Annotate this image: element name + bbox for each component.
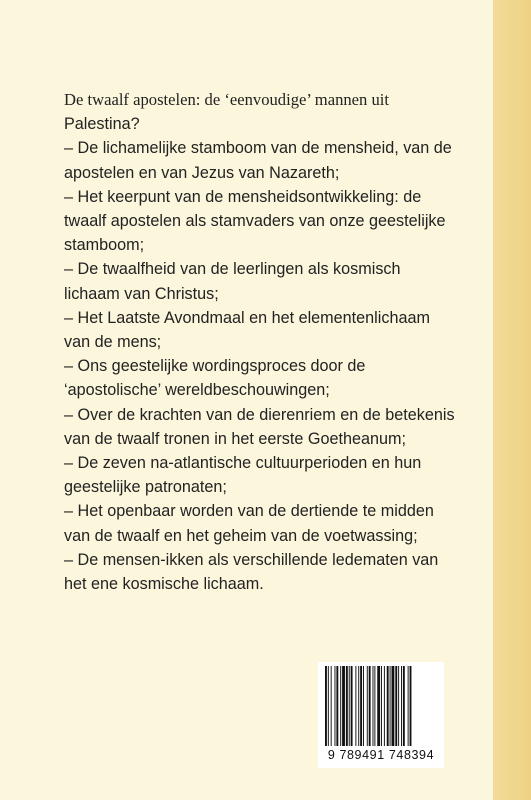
blurb-line: – De zeven na-atlantische cultuurperioden en hun (64, 454, 422, 473)
barcode-bar (349, 666, 350, 746)
blurb-line: – Het Laatste Avondmaal en het elementenlichaam (64, 308, 430, 327)
blurb-line: – De twaalfheid van de leerlingen als kosmisch (64, 260, 401, 279)
blurb-line: van de twaalf en het geheim van de voetwassing; (64, 526, 418, 545)
barcode-bar (387, 666, 389, 746)
barcode-bar (392, 666, 395, 746)
barcode-bar (335, 666, 336, 746)
barcode-bar (346, 666, 348, 746)
cover-edge-band (493, 0, 531, 800)
blurb-line: – De lichamelijke stamboom van de mensheid, van de (64, 139, 452, 158)
blurb-line: – Over de krachten van de dierenriem en de betekenis (64, 405, 455, 424)
barcode-bar (336, 666, 338, 746)
blurb-line: De twaalf apostelen: de ‘eenvoudige’ mannen uit (64, 90, 389, 109)
barcode-bar (395, 666, 397, 746)
barcode-bar (403, 666, 405, 746)
barcode-bar (384, 666, 385, 746)
barcode-bar (367, 666, 368, 746)
barcode-bar (363, 666, 364, 746)
barcode-bar (351, 666, 353, 746)
barcode-bar (377, 666, 380, 746)
barcode-bar (390, 666, 391, 746)
barcode-bar (381, 666, 382, 746)
barcode-bar (360, 666, 362, 746)
blurb-line: stamboom; (64, 236, 145, 255)
back-cover-blurb (64, 88, 464, 596)
blurb-line: ‘apostolische’ wereldbeschouwingen; (64, 381, 330, 400)
barcode-bar (369, 666, 371, 746)
blurb-line: – Het keerpunt van de mensheidsontwikkeling: de (64, 187, 422, 206)
blurb-line: – Het openbaar worden van de dertiende te midden (64, 502, 434, 521)
isbn-barcode (318, 662, 444, 768)
blurb-line: – Ons geestelijke wordingsproces door de (64, 357, 366, 376)
blurb-line: – De mensen-ikken als verschillende ledematen van (64, 550, 439, 569)
isbn-number: 9 789491 748394 (327, 748, 435, 762)
barcode-bar (340, 666, 341, 746)
barcode-bar (355, 666, 356, 746)
barcode-bar (342, 666, 345, 746)
barcode-bar (358, 666, 359, 746)
barcode-bar (328, 666, 329, 746)
barcode-bar (401, 666, 402, 746)
blurb-line: het ene kosmische lichaam. (64, 575, 264, 594)
barcode-bar (398, 666, 399, 746)
barcode-bar (410, 666, 412, 746)
barcode-bar (408, 666, 409, 746)
blurb-line: apostelen en van Jezus van Nazareth; (64, 163, 340, 182)
barcode-bar (331, 666, 332, 746)
blurb-line: geestelijke patronaten; (64, 478, 227, 497)
barcode-bar (325, 666, 327, 746)
blurb-line: van de twaalf tronen in het eerste Goetheanum; (64, 429, 406, 448)
blurb-line: Palestina? (64, 115, 140, 134)
barcode-bar (374, 666, 375, 746)
blurb-line: twaalf apostelen als stamvaders van onze geestelijke (64, 212, 446, 231)
barcode-bar (373, 666, 374, 746)
blurb-line: van de mens; (64, 333, 162, 352)
blurb-line: lichaam van Christus; (64, 284, 219, 303)
barcode-bars (322, 666, 440, 748)
